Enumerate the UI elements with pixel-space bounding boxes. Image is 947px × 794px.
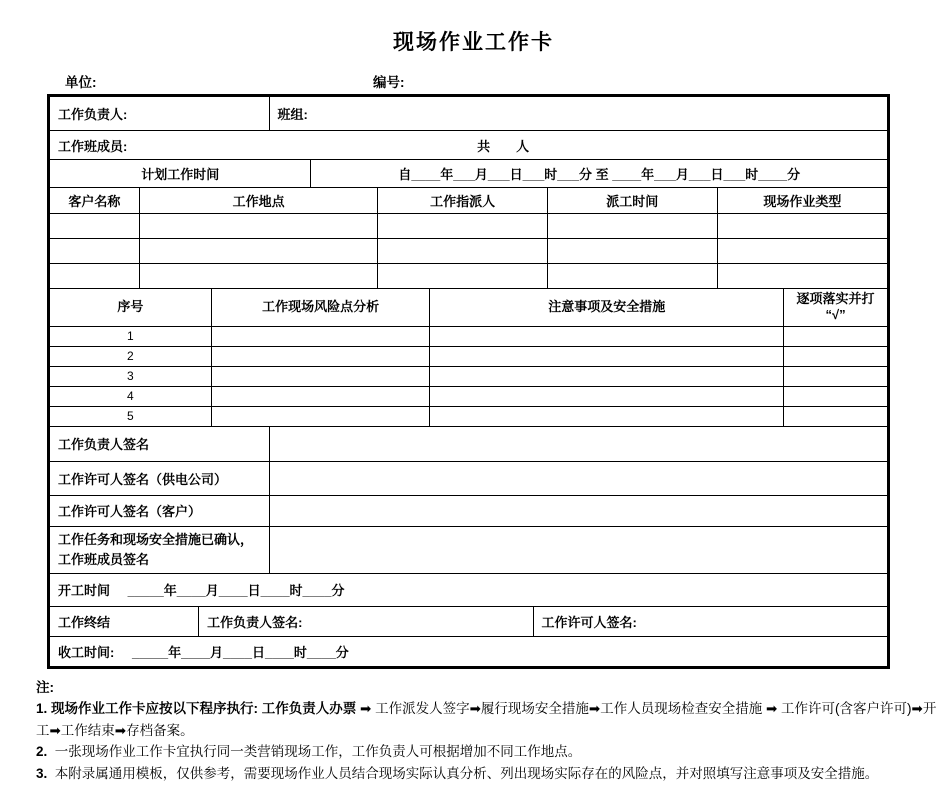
dispatch-time-cell [547,214,717,239]
finish-time-blanks: _____年____月____日____时____分 [131,644,349,660]
note-3-number: 3. [36,765,48,781]
customer-empty-row [50,214,888,239]
work-end-label-cell: 工作终结 [50,606,199,636]
end-permit-signature-cell: 工作许可人签名: [533,606,887,636]
customer-name-cell [50,214,140,239]
work-location-cell [139,239,378,264]
note-1-number: 1. [36,701,48,717]
permit-customer-signature-label: 工作许可人签名（客户） [50,495,270,526]
risk-row-number: 4 [50,386,212,406]
start-time-table [49,573,888,607]
risk-measures-cell [430,386,784,406]
team-label-cell: 班组: [269,97,887,131]
table-row [50,97,888,131]
note-3 [36,763,941,785]
leader-signature-cell [269,426,887,461]
risk-check-cell [784,406,888,426]
table-row [50,573,888,606]
customer-name-cell [50,264,140,289]
risk-row-number: 5 [50,406,212,426]
signature-row [50,526,888,573]
risk-analysis-cell [211,406,430,426]
risk-table [49,288,888,427]
start-time-label: 开工时间 [58,583,111,598]
customer-empty-row [50,239,888,264]
work-location-header: 工作地点 [139,188,378,214]
finish-time-table [49,636,888,667]
risk-analysis-header: 工作现场风险点分析 [211,289,430,327]
work-assigner-cell [378,239,547,264]
risk-row [50,326,888,346]
risk-measures-cell [430,366,784,386]
leader-label-cell: 工作负责人: [50,97,270,131]
permit-company-signature-cell [269,461,887,495]
finish-time-label: 收工时间: [58,644,115,660]
planned-time-label-cell: 计划工作时间 [50,160,311,188]
members-table [49,130,888,160]
finish-time-cell [50,636,888,666]
risk-analysis-cell [211,346,430,366]
signature-table [49,426,888,574]
risk-check-cell [784,366,888,386]
meta-row [0,71,947,91]
page-title: 现场作业工作卡 [393,31,554,54]
members-total: 共 人 [477,138,530,154]
work-location-cell [139,264,378,289]
work-location-cell [139,214,378,239]
start-time-blanks: _____年____月____日____时____分 [127,583,345,598]
customer-table [49,187,888,289]
risk-check-header [784,289,888,327]
risk-row [50,366,888,386]
permit-company-signature-label: 工作许可人签名（供电公司） [50,461,270,495]
team-members-signature-cell [269,526,887,573]
risk-header-row [50,289,888,327]
signature-row [50,495,888,526]
work-assigner-header: 工作指派人 [378,188,547,214]
dispatch-time-header: 派工时间 [547,188,717,214]
members-label: 工作班成员: [58,138,128,154]
risk-row-number: 1 [50,326,212,346]
risk-check-cell [784,386,888,406]
risk-check-cell [784,326,888,346]
risk-row [50,386,888,406]
note-2-text: 一张现场作业工作卡宜执行同一类营销现场工作，工作负责人可根据增加不同工作地点。 [54,744,582,760]
signature-row [50,461,888,495]
customer-name-cell [50,239,140,264]
planned-time-value-cell: 自____年___月___日___时___分 至 ____年___月___日___时____分 [311,160,888,188]
table-row [50,131,888,160]
work-end-table [49,606,888,637]
table-row [50,636,888,666]
customer-name-header: 客户名称 [50,188,140,214]
site-work-type-cell [717,239,887,264]
note-1-bold-text: 现场作业工作卡应按以下程序执行: 工作负责人办票 [51,701,357,717]
notes-header: 注: [36,679,54,695]
customer-empty-row [50,264,888,289]
leader-signature-label: 工作负责人签名 [50,426,270,461]
note-2-number: 2. [36,744,48,760]
risk-analysis-cell [211,386,430,406]
team-members-signature-label: 工作任务和现场安全措施已确认，工作班成员签名 [50,526,270,573]
work-assigner-cell [378,214,547,239]
risk-analysis-cell [211,326,430,346]
unit-label: 单位: [65,75,97,90]
table-row [50,606,888,636]
risk-check-header-line1: 逐项落实并打 [796,291,875,306]
risk-analysis-cell [211,366,430,386]
form-table [47,94,890,669]
customer-header-row [50,188,888,214]
risk-measures-cell [430,406,784,426]
dispatch-time-cell [547,239,717,264]
dispatch-time-cell [547,264,717,289]
planned-time-table [49,159,888,188]
note-1-rest-text: ➡ 工作派发人签字➡履行现场安全措施➡工作人员现场检查安全措施 ➡ 工作许可(含客户许可)➡开工➡工作结束➡存档备案。 [36,701,937,738]
work-assigner-cell [378,264,547,289]
site-work-type-cell [717,214,887,239]
note-3-text: 本附录属通用模板，仅供参考，需要现场作业人员结合现场实际认真分析、列出现场实际存在的风险点，并对照填写注意事项及安全措施。 [54,765,879,781]
risk-check-header-line2: “√” [825,307,846,323]
site-work-type-cell [717,264,887,289]
risk-row [50,346,888,366]
risk-measures-header: 注意事项及安全措施 [430,289,784,327]
code-label: 编号: [373,75,405,90]
members-cell [50,131,888,160]
risk-row-number: 3 [50,366,212,386]
leader-team-table [49,96,888,131]
site-work-type-header: 现场作业类型 [717,188,887,214]
risk-measures-cell [430,346,784,366]
note-2 [36,741,941,763]
note-1 [36,698,941,741]
notes-section [36,677,941,785]
risk-no-header: 序号 [50,289,212,327]
start-time-cell [50,573,888,606]
signature-row [50,426,888,461]
risk-check-cell [784,346,888,366]
permit-customer-signature-cell [269,495,887,526]
table-row [50,160,888,188]
risk-row-number: 2 [50,346,212,366]
end-leader-signature-cell: 工作负责人签名: [199,606,533,636]
risk-row [50,406,888,426]
risk-measures-cell [430,326,784,346]
